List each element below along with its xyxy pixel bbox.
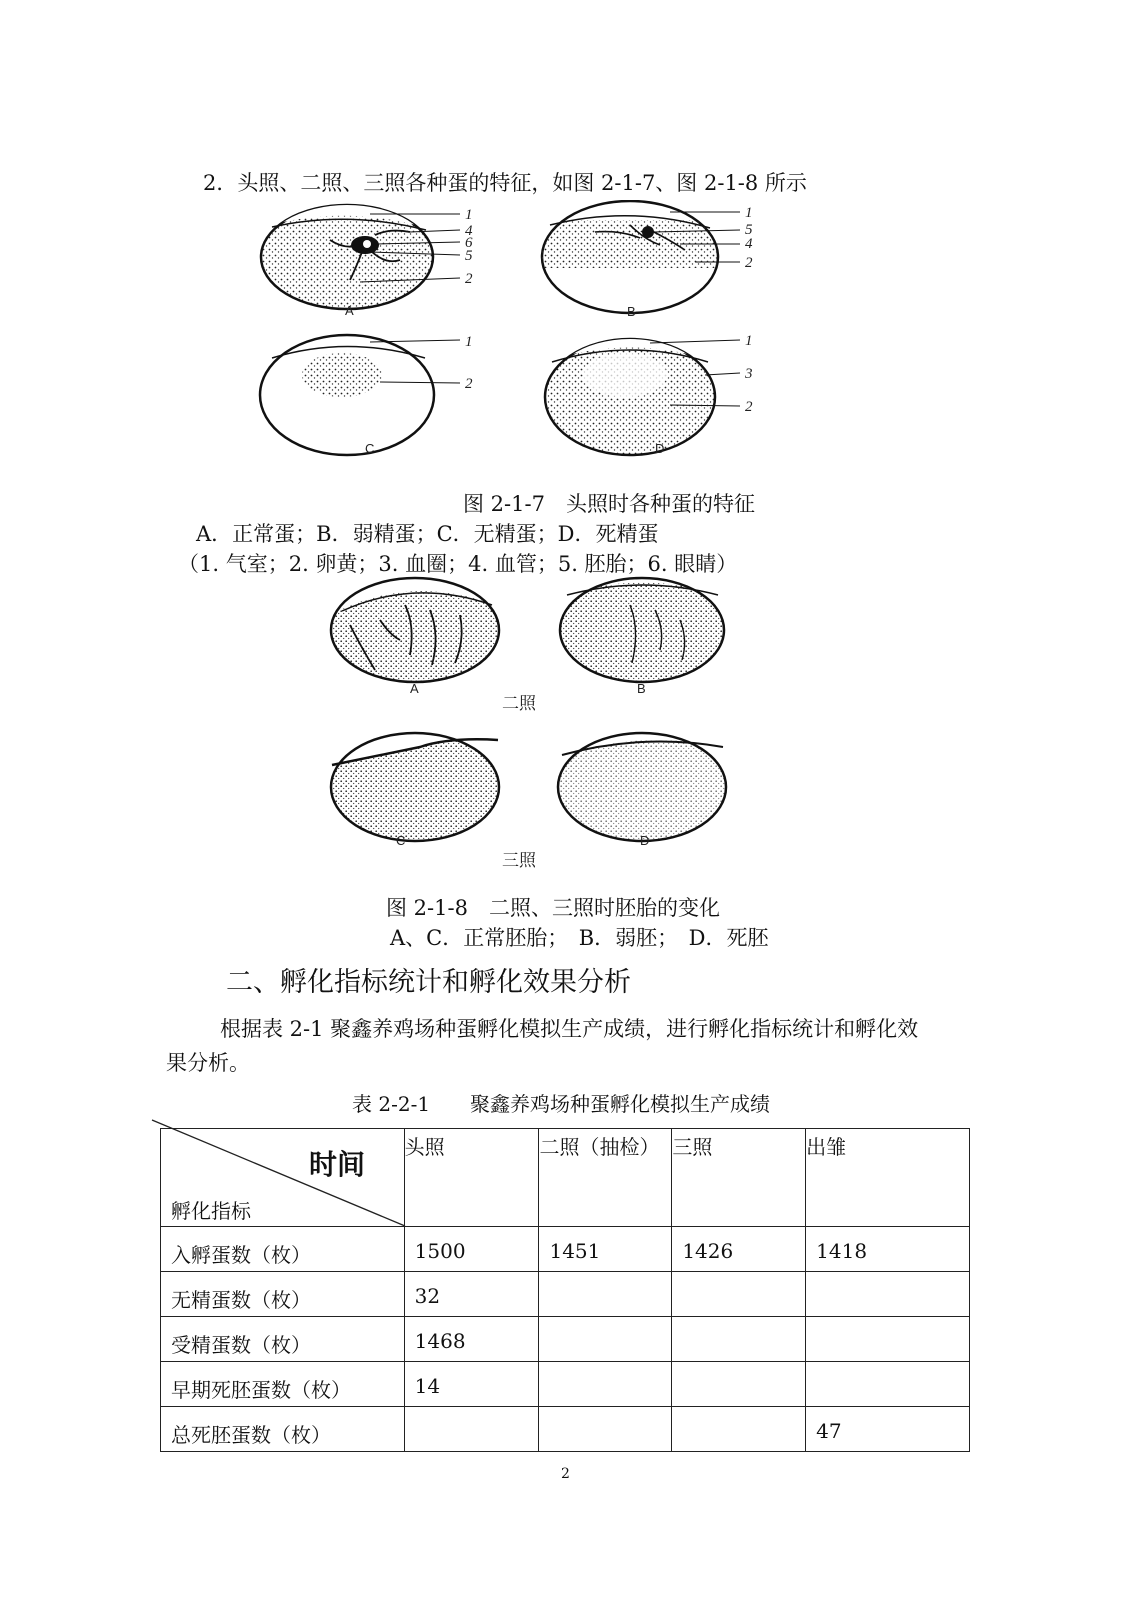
label-a-6: 6 <box>465 235 473 251</box>
figure-1-legend-numbers: （1. 气室；2. 卵黄；3. 血圈；4. 血管；5. 胚胎；6. 眼睛） <box>178 552 738 576</box>
table-cell: 1468 <box>404 1317 539 1362</box>
column-header: 二照（抽检） <box>539 1129 672 1227</box>
label-d-1: 1 <box>745 333 753 349</box>
egg-c-infertile <box>260 335 460 455</box>
label-b-5: 5 <box>745 222 753 238</box>
table-row <box>161 1407 970 1452</box>
fig2-letter-d: D <box>640 833 650 848</box>
table-title: 表 2-2-1 聚鑫养鸡场种蛋孵化模拟生产成绩 <box>352 1092 771 1116</box>
table-header-row <box>161 1129 970 1227</box>
egg-second-a <box>320 575 520 695</box>
table-cell <box>806 1272 970 1317</box>
label-d-2: 2 <box>745 399 753 415</box>
table-cell <box>806 1317 970 1362</box>
panel-letter-a: A <box>345 303 354 318</box>
egg-third-c <box>320 725 520 855</box>
section-heading: 二、孵化指标统计和孵化效果分析 <box>226 967 631 998</box>
row-label: 早期死胚蛋数（枚） <box>161 1362 405 1407</box>
figure-2-legend: A、C．正常胚胎； B．弱胚； D．死胚 <box>390 926 769 950</box>
panel-letter-b: B <box>627 304 636 319</box>
table-cell <box>672 1407 806 1452</box>
figure-2-caption: 图 2-1-8 二照、三照时胚胎的变化 <box>386 896 720 920</box>
corner-indicator: 孵化指标 <box>171 1199 251 1223</box>
table-cell: 32 <box>404 1272 539 1317</box>
label-a-5: 5 <box>465 248 473 264</box>
table-row <box>161 1317 970 1362</box>
hatching-table <box>160 1128 970 1452</box>
row-label: 受精蛋数（枚） <box>161 1317 405 1362</box>
row-label: 入孵蛋数（枚） <box>161 1227 405 1272</box>
intro-line: 2．头照、二照、三照各种蛋的特征，如图 2-1-7、图 2-1-8 所示 <box>203 171 807 195</box>
table-cell <box>672 1362 806 1407</box>
panel-letter-c: C <box>365 441 375 456</box>
label-b-4: 4 <box>745 236 753 252</box>
table-cell: 1418 <box>806 1227 970 1272</box>
column-header: 三照 <box>672 1129 806 1227</box>
fig2-letter-c: C <box>396 833 406 848</box>
stage-second-label: 二照 <box>502 694 536 714</box>
table-row <box>161 1227 970 1272</box>
egg-d-dead <box>545 330 740 455</box>
label-c-2: 2 <box>465 376 473 392</box>
egg-b-weak <box>540 201 740 313</box>
label-d-3: 3 <box>745 366 753 382</box>
corner-time: 时间 <box>309 1148 366 1181</box>
column-header: 头照 <box>404 1129 539 1227</box>
corner-cell <box>161 1129 405 1227</box>
intro-paragraph: 根据表 2-1 聚鑫养鸡场种蛋孵化模拟生产成绩，进行孵化指标统计和孵化效果分析。 <box>166 1017 919 1075</box>
fig2-letter-a: A <box>410 681 419 696</box>
table-cell: 1426 <box>672 1227 806 1272</box>
figure-2-1-7 <box>250 200 830 470</box>
table-row <box>161 1272 970 1317</box>
label-b-1: 1 <box>745 205 753 221</box>
table-cell <box>539 1272 672 1317</box>
panel-letter-d: D <box>655 441 665 456</box>
table-cell <box>806 1362 970 1407</box>
label-a-4: 4 <box>465 223 473 239</box>
label-a-1: 1 <box>465 207 473 223</box>
table-row <box>161 1362 970 1407</box>
figure-1-legend: A．正常蛋；B．弱精蛋；C．无精蛋；D．死精蛋 <box>196 522 659 546</box>
table-cell: 47 <box>806 1407 970 1452</box>
figure-1-caption: 图 2-1-7 头照时各种蛋的特征 <box>463 492 755 516</box>
table-cell <box>672 1272 806 1317</box>
egg-a-normal <box>261 200 460 309</box>
table-cell: 14 <box>404 1362 539 1407</box>
table-cell <box>404 1407 539 1452</box>
figure-2-1-8 <box>320 575 740 875</box>
table-cell <box>539 1407 672 1452</box>
table-cell: 1500 <box>404 1227 539 1272</box>
column-header: 出雏 <box>806 1129 970 1227</box>
fig2-letter-b: B <box>637 681 646 696</box>
page-number: 2 <box>561 1466 570 1482</box>
table-cell <box>539 1317 672 1362</box>
stage-third-label: 三照 <box>502 851 536 871</box>
table-cell: 1451 <box>539 1227 672 1272</box>
label-b-2: 2 <box>745 255 753 271</box>
row-label: 无精蛋数（枚） <box>161 1272 405 1317</box>
label-a-2: 2 <box>465 271 473 287</box>
row-label: 总死胚蛋数（枚） <box>161 1407 405 1452</box>
table-cell <box>672 1317 806 1362</box>
egg-second-b <box>550 575 740 695</box>
table-cell <box>539 1362 672 1407</box>
label-c-1: 1 <box>465 334 473 350</box>
